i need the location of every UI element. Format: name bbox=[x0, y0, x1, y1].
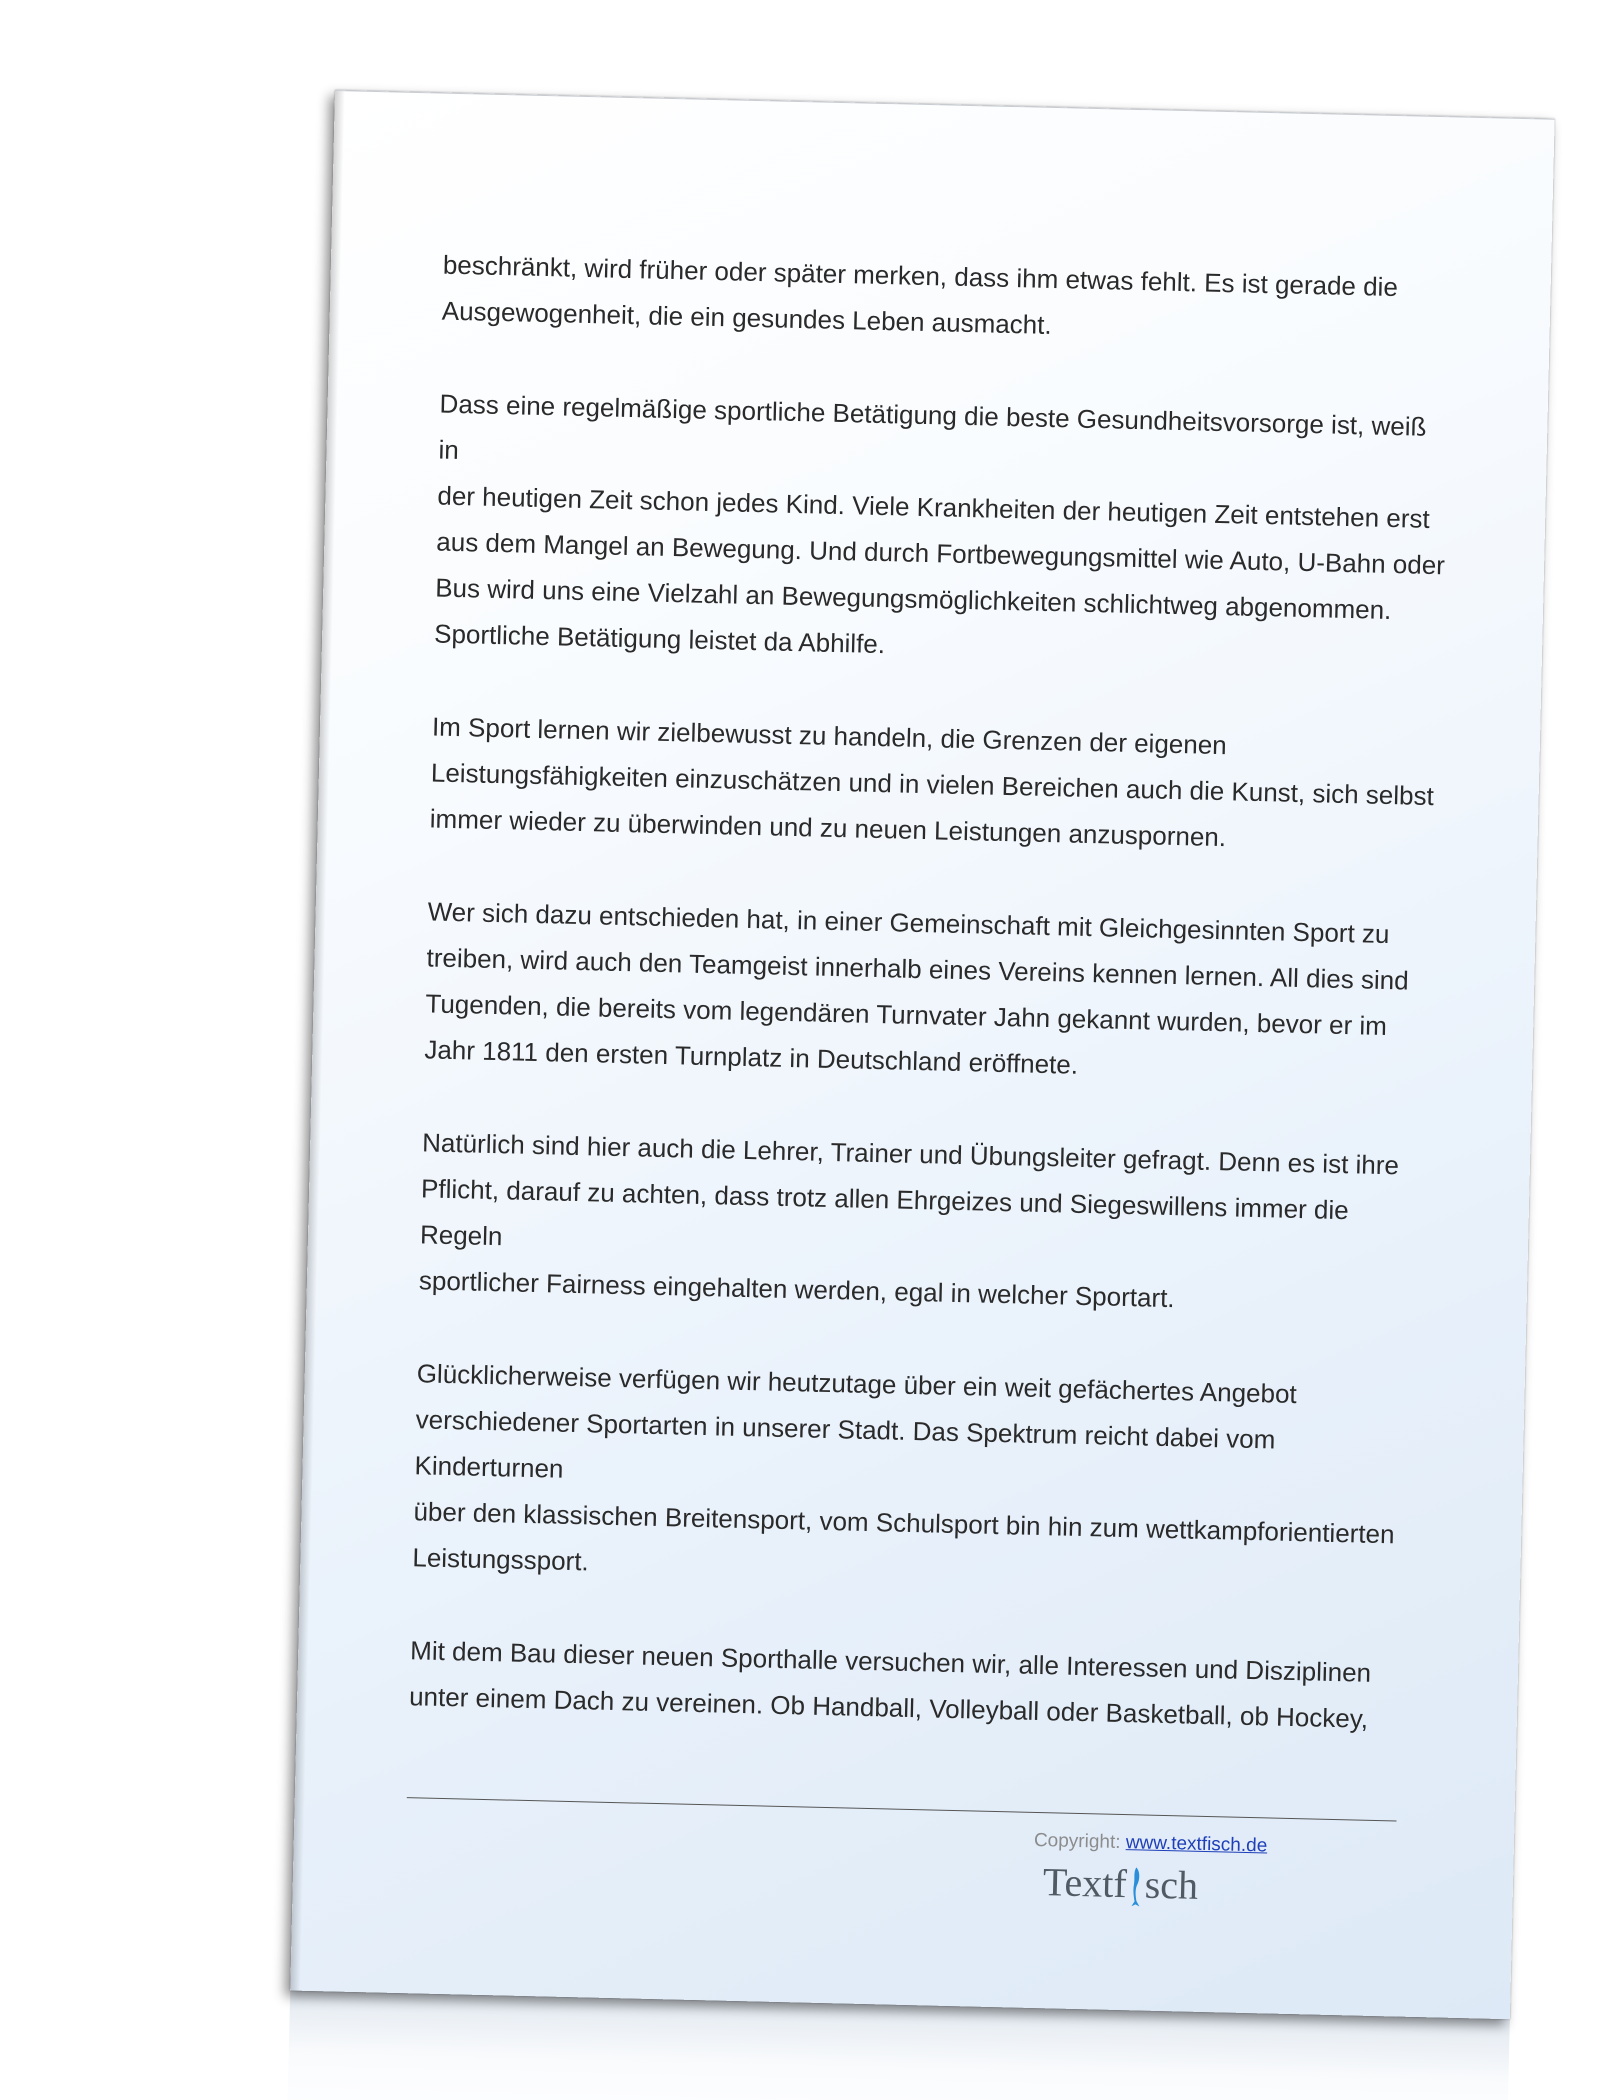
fish-icon bbox=[1127, 1865, 1144, 1907]
textfisch-logo bbox=[1042, 1858, 1198, 1909]
copyright-link[interactable]: www.textfisch.de bbox=[1125, 1832, 1268, 1857]
logo-text-start: Textf bbox=[1042, 1859, 1128, 1907]
footer-divider bbox=[407, 1797, 1397, 1821]
paragraph-5: Natürlich sind hier auch die Lehrer, Trainer und Übungsleiter gefragt. Denn es ist ihre Pflicht, darauf zu achten, dass trotz allen Ehrgeizes und Siegeswillens immer die Regeln sportlicher Fairness eingehalten werden, egal in welcher Sportart. bbox=[418, 1127, 1400, 1314]
document-preview bbox=[290, 90, 1554, 2018]
paragraph-1: beschränkt, wird früher oder später merken, dass ihm etwas fehlt. Es ist gerade die Ausgewogenheit, die ein gesundes Leben ausmacht. bbox=[441, 249, 1399, 340]
logo-text-end: sch bbox=[1144, 1861, 1199, 1908]
paragraph-4: Wer sich dazu entschieden hat, in einer Gemeinschaft mit Gleichgesinnten Sport zu treiben, wird auch den Teamgeist innerhalb eines Vereins kennen lernen. All dies sind Tugenden, die bereits vom legendären Turnvater Jahn gekannt wurden, bevor er im Jahr 1811 den ersten Turnplatz in Deutschland eröffnete. bbox=[424, 896, 1410, 1080]
document-body bbox=[408, 242, 1454, 1790]
paragraph-2: Dass eine regelmäßige sportliche Betätigung die beste Gesundheitsvorsorge ist, weiß in der heutigen Zeit schon jedes Kind. Viele Krankheiten der heutigen Zeit entstehen erst aus dem Mangel an Bewegung. Und durch Fortbewegungsmittel wie Auto, U-Bahn oder Bus wird uns eine Vielzahl an Bewegungsmöglichkeiten schlichtweg abgenommen. Sportliche Betätigung leistet da Abhilfe. bbox=[433, 388, 1446, 660]
document-page bbox=[290, 90, 1554, 2019]
paragraph-3: Im Sport lernen wir zielbewusst zu handeln, die Grenzen der eigenen Leistungsfähigkeiten einzuschätzen und in vielen Bereichen auch die Kunst, sich selbst immer wieder zu überwinden und zu neuen Leistungen anzuspornen. bbox=[429, 711, 1435, 853]
paragraph-6: Glücklicherweise verfügen wir heutzutage über ein weit gefächertes Angebot verschiedener Sportarten in unserer Stadt. Das Spektrum reicht dabei vom Kinderturnen über den klassischen Breitensport, vom Schulsport bin hin zum wettkampforientierten Leistungssport. bbox=[412, 1358, 1395, 1577]
paragraph-7: Mit dem Bau dieser neuen Sporthalle versuchen wir, alle Interessen und Disziplinen unter einem Dach zu vereinen. Ob Handball, Volleyball oder Basketball, ob Hockey, bbox=[408, 1635, 1372, 1734]
copyright-label: Copyright: bbox=[1033, 1829, 1121, 1853]
copyright-notice bbox=[1034, 1830, 1268, 1857]
